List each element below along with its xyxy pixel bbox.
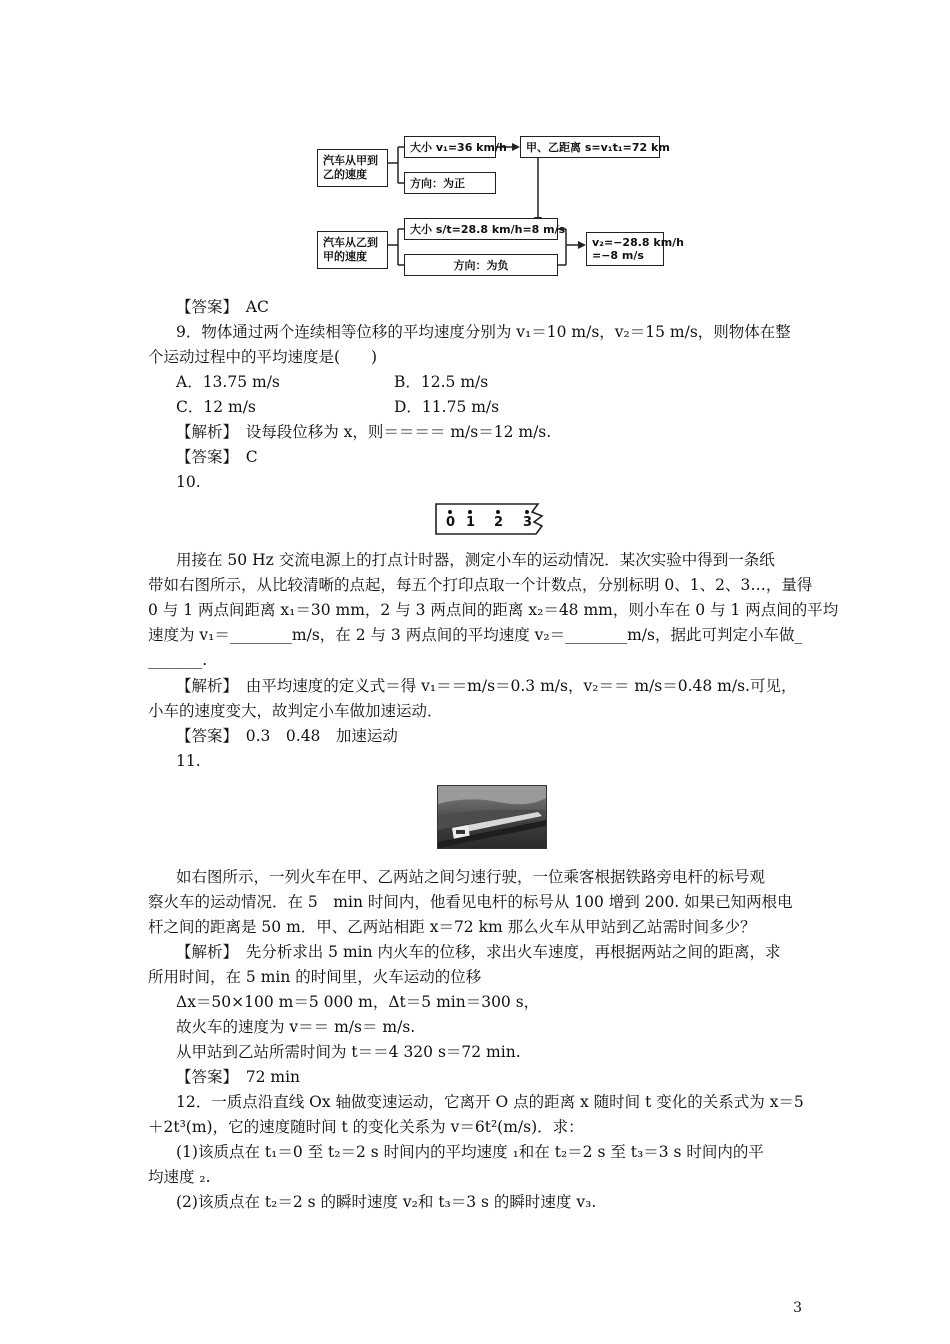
question-10-line3: 0 与 1 两点间距离 x₁＝30 mm，2 与 3 两点间的距离 x₂＝48 mm，则小车在 0 与 1 两点间的平均	[148, 601, 839, 619]
train-photo-drawing	[438, 786, 546, 848]
box-car-a-to-b-line2: 乙的速度	[323, 168, 367, 181]
question-11-line1: 如右图所示，一列火车在甲、乙两站之间匀速行驶，一位乘客根据铁路旁电杆的标号观	[176, 868, 766, 886]
box-distance: 甲、乙距离 s=v₁t₁=72 km	[520, 136, 660, 158]
analysis-10-line1: 【解析】 由平均速度的定义式＝得 v₁＝＝m/s＝0.3 m/s，v₂＝＝ m/s＝0.48 m/s.可见，	[176, 677, 797, 695]
analysis-11-line4: 故火车的速度为 v＝＝ m/s＝ m/s.	[176, 1018, 416, 1036]
answer-10: 【答案】 0.3 0.48 加速运动	[176, 727, 398, 745]
tape-label-3: 3	[523, 515, 533, 530]
option-c: C．12 m/s	[176, 398, 256, 416]
box-direction-positive: 方向：为正	[404, 172, 496, 194]
tape-dot-2	[496, 510, 500, 514]
box-car-a-to-b-line1: 汽车从甲到	[323, 154, 378, 167]
page-number: 3	[793, 1300, 802, 1316]
analysis-11-line5: 从甲站到乙站所需时间为 t＝＝4 320 s＝72 min.	[176, 1043, 521, 1061]
tape-dot-0	[448, 510, 452, 514]
train-photo	[437, 785, 547, 849]
answer-9: 【答案】 C	[176, 448, 258, 466]
option-a: A．13.75 m/s	[176, 373, 280, 391]
question-12-part2: (2)该质点在 t₂＝2 s 的瞬时速度 v₂和 t₃＝3 s 的瞬时速度 v₃.	[176, 1193, 597, 1211]
box-result-line1: v₂=−28.8 km/h	[592, 236, 685, 249]
question-11-number: 11.	[176, 752, 201, 770]
question-10-line1: 用接在 50 Hz 交流电源上的打点计时器，测定小车的运动情况．某次实验中得到一条纸	[176, 551, 775, 569]
option-d: D．11.75 m/s	[394, 398, 500, 416]
question-10-line5: _______.	[148, 651, 208, 669]
question-11-line2: 察火车的运动情况．在 5 min 时间内，他看见电杆的标号从 100 增到 200. 如果已知两根电	[148, 893, 793, 911]
box-result	[586, 232, 685, 266]
question-9-line2: 个运动过程中的平均速度是( )	[148, 348, 378, 366]
question-11-line3: 杆之间的距离是 50 m．甲、乙两站相距 x＝72 km 那么火车从甲站到乙站需时间多少？	[148, 918, 756, 936]
question-9-line1: 9．物体通过两个连续相等位移的平均速度分别为 v₁＝10 m/s，v₂＝15 m/s，则物体在整	[176, 323, 791, 341]
answer-8: 【答案】 AC	[176, 298, 269, 316]
box-direction-negative: 方向：为负	[404, 254, 558, 276]
tape-label-1: 1	[466, 515, 476, 530]
box-car-b-to-a-line2: 甲的速度	[323, 250, 367, 263]
tape-dot-1	[468, 510, 472, 514]
answer-11: 【答案】 72 min	[176, 1068, 301, 1086]
analysis-9: 【解析】 设每段位移为 x，则＝＝＝＝ m/s＝12 m/s.	[176, 423, 552, 441]
analysis-11-line2: 所用时间，在 5 min 的时间里，火车运动的位移	[148, 968, 482, 986]
analysis-10-line2: 小车的速度变大，故判定小车做加速运动．	[148, 702, 443, 720]
question-12-part1-line1: (1)该质点在 t₁＝0 至 t₂＝2 s 时间内的平均速度 ₁和在 t₂＝2 s 至 t₃＝3 s 时间内的平	[176, 1143, 764, 1161]
question-10-line2: 带如右图所示，从比较清晰的点起，每五个打印点取一个计数点，分别标明 0、1、2、3…，量得	[148, 576, 813, 594]
box-speed-2: 大小 s/t=28.8 km/h=8 m/s	[404, 218, 558, 240]
question-10-line4: 速度为 v₁＝________m/s，在 2 与 3 两点间的平均速度 v₂＝________m/s，据此可判定小车做_	[148, 626, 803, 644]
box-speed-1: 大小 v₁=36 km/h	[404, 136, 496, 158]
tape-label-0: 0	[446, 515, 456, 530]
box-result-line2: =−8 m/s	[592, 249, 644, 262]
option-b: B．12.5 m/s	[394, 373, 489, 391]
question-10-number: 10.	[176, 473, 201, 491]
analysis-11-line1: 【解析】 先分析求出 5 min 内火车的位移，求出火车速度，再根据两站之间的距离，求	[176, 943, 781, 961]
box-car-a-to-b	[317, 149, 388, 187]
question-12-part1-line2: 均速度 ₂.	[148, 1168, 211, 1186]
box-car-b-to-a	[317, 231, 388, 269]
tape-dot-3	[525, 510, 529, 514]
box-car-b-to-a-line1: 汽车从乙到	[323, 236, 378, 249]
analysis-11-line3: Δx＝50×100 m＝5 000 m，Δt＝5 min＝300 s，	[176, 993, 540, 1011]
question-12-line2: ＋2t³(m)，它的速度随时间 t 的变化关系为 v＝6t²(m/s)．求：	[148, 1118, 584, 1136]
tape-label-2: 2	[494, 515, 504, 530]
question-12-line1: 12．一质点沿直线 Ox 轴做变速运动，它离开 O 点的距离 x 随时间 t 变化的关系式为 x＝5	[176, 1093, 804, 1111]
